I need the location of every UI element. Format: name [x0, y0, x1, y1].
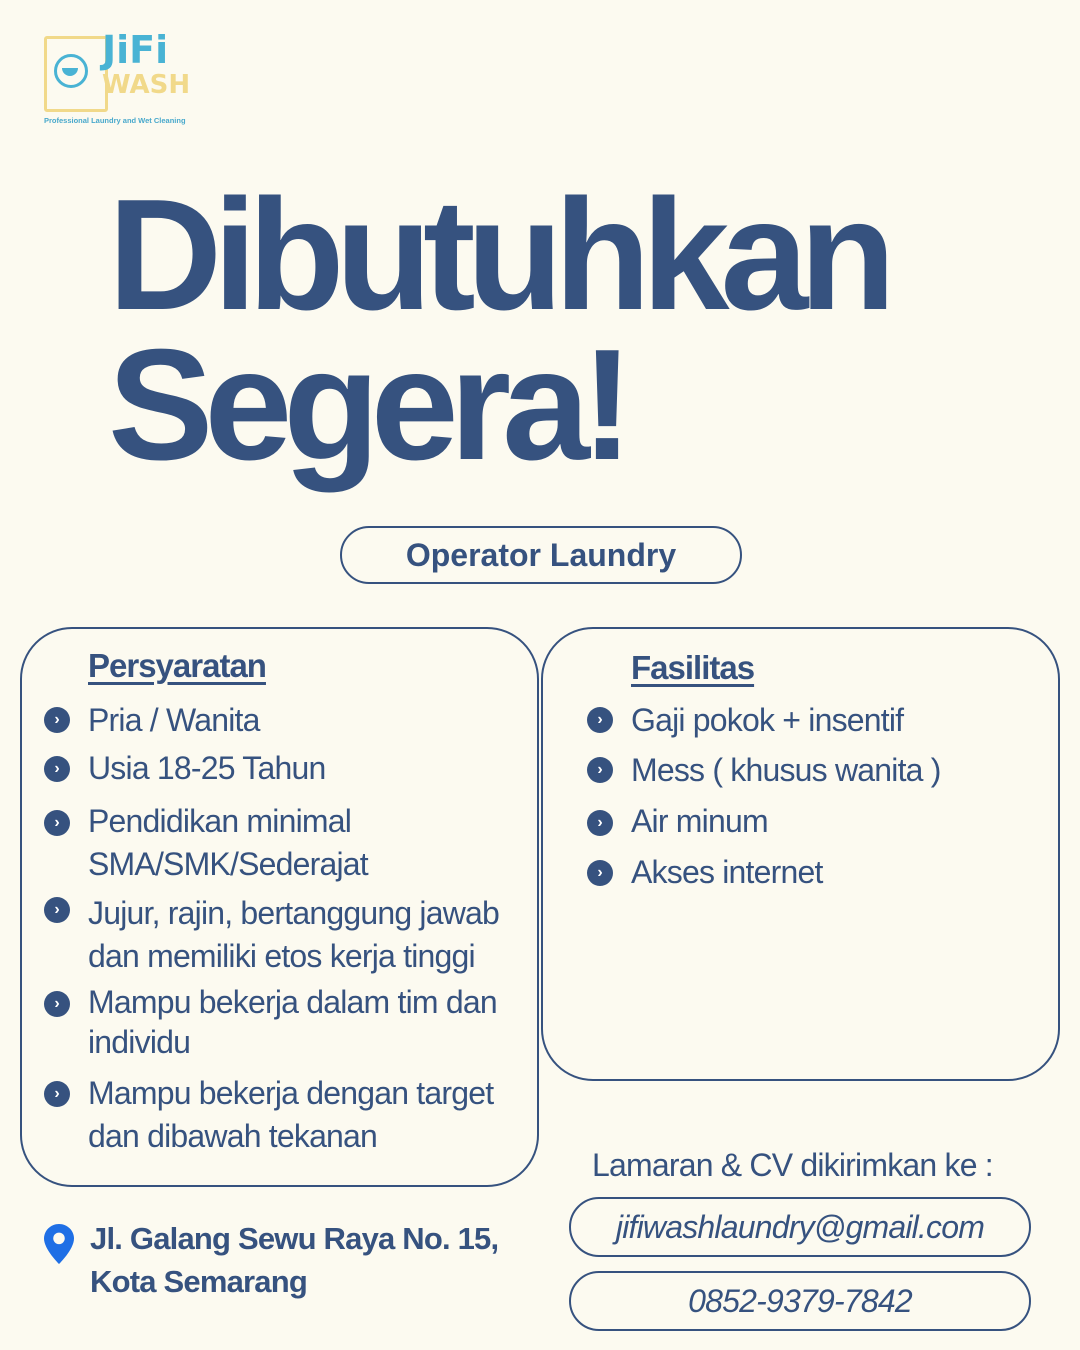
facility-item: Mess ( khusus wanita ): [631, 752, 941, 788]
facility-item: Gaji pokok + insentif: [631, 702, 904, 738]
logo-brand-bottom: WASH: [102, 70, 191, 100]
requirement-line: Jujur, rajin, bertanggung jawab: [88, 895, 500, 931]
facility-item: Air minum: [631, 803, 768, 839]
requirement-item: [88, 800, 368, 886]
phone-link[interactable]: 0852-9379-7842: [569, 1271, 1031, 1331]
requirement-line: dan memiliki etos kerja tinggi: [88, 938, 475, 974]
facilities-title: Fasilitas: [631, 649, 755, 686]
requirement-item: Pria / Wanita: [88, 702, 260, 738]
address-line-1: Jl. Galang Sewu Raya No. 15,: [90, 1221, 499, 1256]
address: [90, 1217, 498, 1303]
chevron-right-icon: ›: [44, 991, 70, 1017]
requirement-line: Pendidikan minimal: [88, 803, 352, 839]
chevron-right-icon: ›: [587, 810, 613, 836]
washing-drum-icon: [54, 54, 88, 88]
requirement-line: SMA/SMK/Sederajat: [88, 846, 368, 882]
requirement-line: dan dibawah tekanan: [88, 1118, 378, 1154]
logo-tagline: Professional Laundry and Wet Cleaning: [44, 116, 186, 125]
chevron-right-icon: ›: [587, 860, 613, 886]
logo-brand-top: JiFi: [102, 28, 169, 72]
chevron-right-icon: ›: [587, 757, 613, 783]
headline: [108, 167, 887, 493]
requirement-item: [88, 1072, 493, 1158]
address-line-2: Kota Semarang: [90, 1264, 307, 1299]
facility-item: Akses internet: [631, 854, 823, 890]
requirement-line: Mampu bekerja dalam tim dan: [88, 984, 497, 1020]
jifi-wash-logo: [40, 28, 200, 132]
chevron-right-icon: ›: [587, 707, 613, 733]
headline-line-1: Dibutuhkan: [108, 167, 887, 343]
requirement-line: Mampu bekerja dengan target: [88, 1075, 494, 1111]
location-pin-icon: [44, 1224, 74, 1264]
requirement-item: [88, 892, 499, 978]
requirement-item: [88, 982, 497, 1062]
chevron-right-icon: ›: [44, 756, 70, 782]
chevron-right-icon: ›: [44, 707, 70, 733]
chevron-right-icon: ›: [44, 897, 70, 923]
requirements-title: Persyaratan: [88, 647, 266, 684]
chevron-right-icon: ›: [44, 810, 70, 836]
requirement-line: individu: [88, 1024, 191, 1060]
chevron-right-icon: ›: [44, 1081, 70, 1107]
email-link[interactable]: jifiwashlaundry@gmail.com: [569, 1197, 1031, 1257]
headline-line-2: Segera!: [108, 317, 625, 493]
requirement-item: Usia 18-25 Tahun: [88, 750, 326, 786]
apply-label: Lamaran & CV dikirimkan ke :: [592, 1147, 993, 1183]
position-badge: Operator Laundry: [340, 526, 742, 584]
